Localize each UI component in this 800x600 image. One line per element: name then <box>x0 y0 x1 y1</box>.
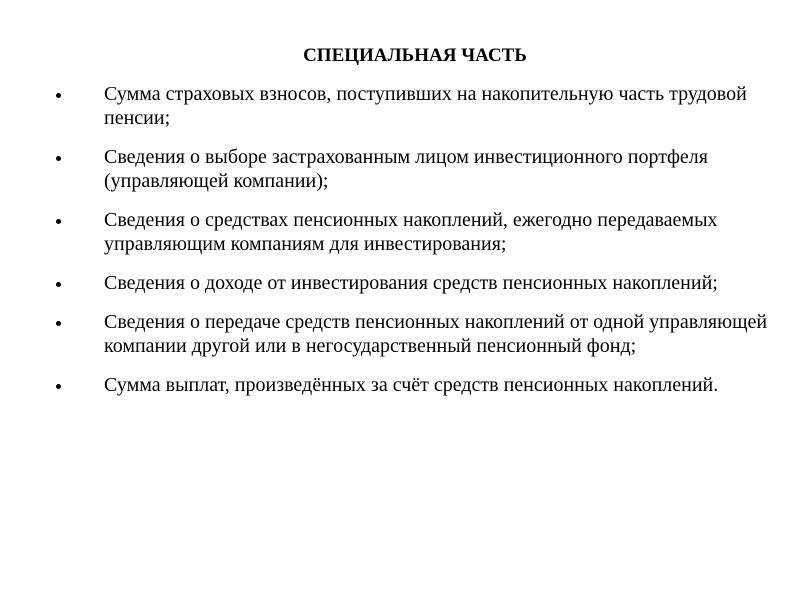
bullet-text: Сведения о средствах пенсионных накоплений, ежегодно передаваемых управляющим компаниям для инвестирования; <box>104 209 718 255</box>
bullet-item <box>0 310 800 358</box>
bullet-dot-icon <box>56 282 61 287</box>
bullet-dot-icon <box>56 156 61 161</box>
bullet-dot-icon <box>56 384 61 389</box>
bullet-item <box>0 82 800 130</box>
bullet-list <box>0 82 800 412</box>
bullet-text: Сведения о доходе от инвестирования средств пенсионных накоплений; <box>104 272 718 294</box>
bullet-dot-icon <box>56 219 61 224</box>
bullet-item <box>0 208 800 256</box>
bullet-dot-icon <box>56 321 61 326</box>
bullet-item <box>0 373 800 397</box>
bullet-text: Сведения о передаче средств пенсионных накоплений от одной управляющей компании другой или в негосударственный пенсионный фонд; <box>104 311 768 357</box>
bullet-dot-icon <box>56 93 61 98</box>
bullet-text: Сумма выплат, произведённых за счёт средств пенсионных накоплений. <box>104 374 719 396</box>
slide-title: СПЕЦИАЛЬНАЯ ЧАСТЬ <box>303 45 527 66</box>
bullet-text: Сведения о выборе застрахованным лицом инвестиционного портфеля (управляющей компании); <box>104 146 708 192</box>
bullet-item <box>0 271 800 295</box>
bullet-text: Сумма страховых взносов, поступивших на накопительную часть трудовой пенсии; <box>104 83 747 129</box>
bullet-item <box>0 145 800 193</box>
